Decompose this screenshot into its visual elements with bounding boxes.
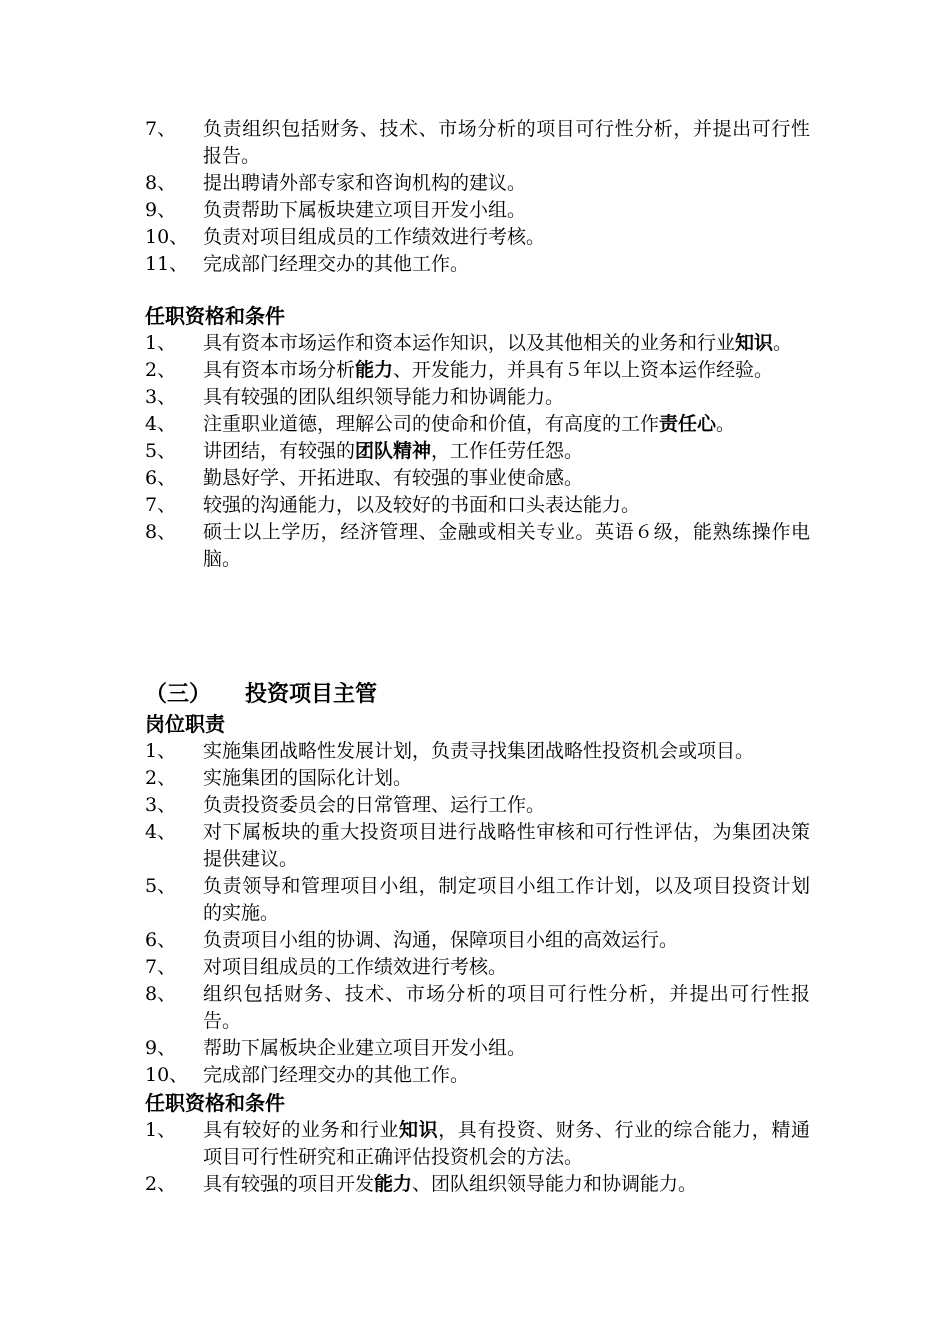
item-number: 2、 (145, 359, 177, 381)
item-text: 负责组织包括财务、技术、市场分析的项目可行性分析，并提出可行性报告。 (203, 118, 810, 167)
item-text: 。 (773, 332, 793, 354)
list-item (145, 738, 810, 765)
item-text: 组织包括财务、技术、市场分析的项目可行性分析，并提出可行性报告。 (203, 983, 810, 1032)
item-text: 、开发能力，并具有５年以上资本运作经验。 (393, 359, 774, 381)
item-number: 3、 (145, 794, 177, 816)
item-text: 负责帮助下属板块建立项目开发小组。 (203, 199, 527, 221)
item-text: 实施集团的国际化计划。 (203, 767, 413, 789)
item-number: 8、 (145, 983, 177, 1005)
list-item (145, 954, 810, 981)
item-number: 8、 (145, 172, 177, 194)
emphasis-text: 知识 (735, 332, 774, 354)
list-item (145, 170, 810, 197)
list-item (145, 519, 810, 573)
item-text: 、团队组织领导能力和协调能力。 (412, 1173, 698, 1195)
item-number: 7、 (145, 118, 177, 140)
item-number: 10、 (145, 226, 189, 248)
list-item (145, 251, 810, 278)
item-text: 完成部门经理交办的其他工作。 (203, 253, 470, 275)
item-text: 负责对项目组成员的工作绩效进行考核。 (203, 226, 546, 248)
list-item (145, 438, 810, 465)
list-item (145, 357, 810, 384)
item-number: 5、 (145, 440, 177, 462)
item-number: 6、 (145, 929, 177, 951)
list-item (145, 765, 810, 792)
section-number: （三） (145, 682, 212, 707)
item-number: 11、 (145, 253, 189, 275)
item-text: 较强的沟通能力，以及较好的书面和口头表达能力。 (203, 494, 641, 516)
item-number: 9、 (145, 1037, 177, 1059)
item-text: 对项目组成员的工作绩效进行考核。 (203, 956, 508, 978)
item-text: 具有资本市场分析 (203, 359, 356, 381)
item-number: 4、 (145, 821, 177, 843)
item-text: 硕士以上学历，经济管理、金融或相关专业。英语６级，能熟练操作电脑。 (203, 521, 810, 570)
item-text: 具有资本市场运作和资本运作知识，以及其他相关的业务和行业 (203, 332, 736, 354)
emphasis-text: 责任心 (659, 413, 717, 435)
item-text: 完成部门经理交办的其他工作。 (203, 1064, 470, 1086)
item-number: 10、 (145, 1064, 189, 1086)
emphasis-text: 知识 (399, 1119, 439, 1141)
item-number: 3、 (145, 386, 177, 408)
item-number: 1、 (145, 740, 177, 762)
list-item (145, 384, 810, 411)
list-item (145, 819, 810, 873)
list-item (145, 927, 810, 954)
emphasis-text: 团队精神 (355, 440, 432, 462)
item-text: 具有较好的业务和行业 (203, 1119, 399, 1141)
list-item (145, 873, 810, 927)
item-text: 。 (716, 413, 736, 435)
list-item (145, 492, 810, 519)
item-text: 勤恳好学、开拓进取、有较强的事业使命感。 (203, 467, 584, 489)
duty-list-continued (145, 116, 810, 278)
item-text: 注重职业道德，理解公司的使命和价值，有高度的工作 (203, 413, 660, 435)
section-name: 投资项目主管 (245, 682, 378, 707)
item-number: 2、 (145, 1173, 177, 1195)
item-number: 5、 (145, 875, 177, 897)
emphasis-text: 能力 (374, 1173, 413, 1195)
item-number: 7、 (145, 956, 177, 978)
list-item (145, 224, 810, 251)
item-number: 1、 (145, 332, 177, 354)
list-item (145, 465, 810, 492)
duties-heading: 岗位职责 (145, 712, 225, 736)
item-number: 4、 (145, 413, 177, 435)
list-item (145, 1171, 810, 1198)
list-item (145, 330, 810, 357)
item-text: ，具有投资、财务、行业的综合能力，精通项目可行性研究和正确评估投资机会的方法。 (203, 1119, 810, 1168)
list-item (145, 792, 810, 819)
qualifications-heading: 任职资格和条件 (145, 1091, 285, 1115)
item-text: 对下属板块的重大投资项目进行战略性审核和可行性评估，为集团决策提供建议。 (203, 821, 810, 870)
item-text: 具有较强的团队组织领导能力和协调能力。 (203, 386, 565, 408)
item-number: 2、 (145, 767, 177, 789)
list-item (145, 411, 810, 438)
list-item (145, 981, 810, 1035)
item-number: 1、 (145, 1119, 177, 1141)
list-item (145, 1062, 810, 1089)
item-text: 负责投资委员会的日常管理、运行工作。 (203, 794, 546, 816)
item-number: 9、 (145, 199, 177, 221)
item-text: 具有较强的项目开发 (203, 1173, 375, 1195)
section-investment-manager (145, 680, 810, 1198)
emphasis-text: 能力 (355, 359, 394, 381)
item-text: 讲团结，有较强的 (203, 440, 356, 462)
qualifications-section (145, 302, 810, 573)
item-number: 6、 (145, 467, 177, 489)
item-number: 8、 (145, 521, 177, 543)
item-number: 7、 (145, 494, 177, 516)
qualifications-heading: 任职资格和条件 (145, 304, 285, 328)
item-text: 帮助下属板块企业建立项目开发小组。 (203, 1037, 527, 1059)
item-text: 负责项目小组的协调、沟通，保障项目小组的高效运行。 (203, 929, 679, 951)
list-item (145, 1117, 810, 1171)
item-text: ，工作任劳任怨。 (431, 440, 584, 462)
list-item (145, 116, 810, 170)
section-title (145, 680, 810, 710)
list-item (145, 1035, 810, 1062)
item-text: 实施集团战略性发展计划，负责寻找集团战略性投资机会或项目。 (203, 740, 755, 762)
item-text: 负责领导和管理项目小组，制定项目小组工作计划，以及项目投资计划的实施。 (203, 875, 810, 924)
list-item (145, 197, 810, 224)
item-text: 提出聘请外部专家和咨询机构的建议。 (203, 172, 527, 194)
